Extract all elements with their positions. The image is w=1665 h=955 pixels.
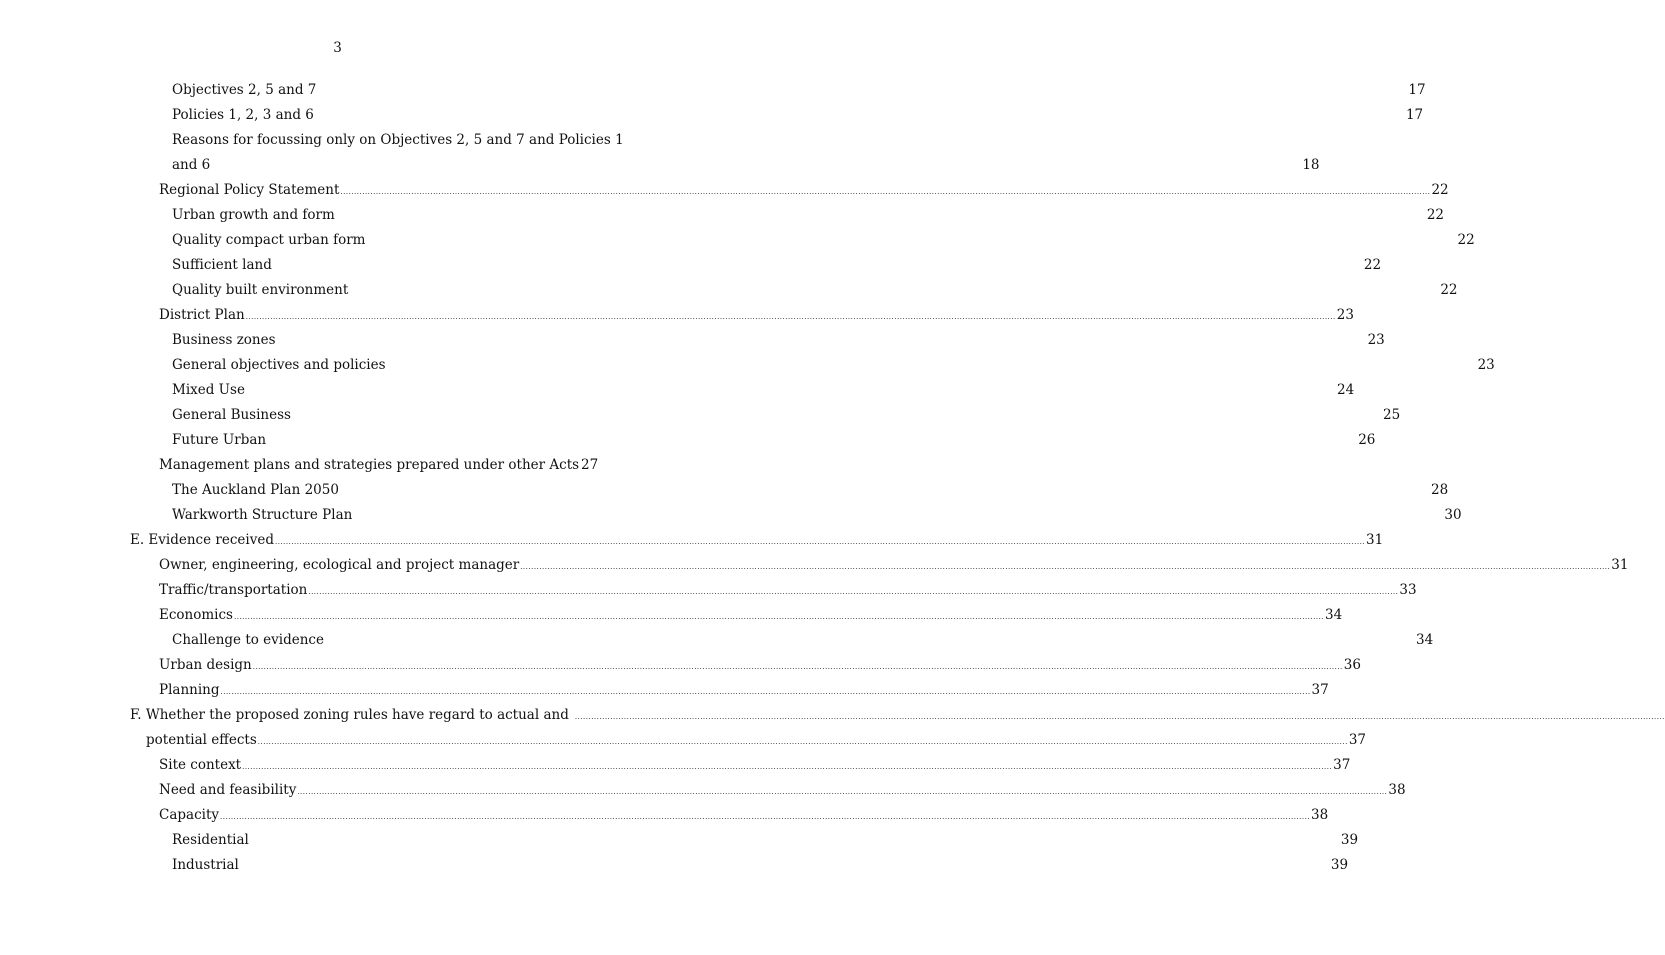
toc-entry-page: 27 xyxy=(581,457,599,473)
toc-entry-label: Regional Policy Statement xyxy=(159,182,340,198)
toc-entry-page: 22 xyxy=(1440,282,1458,298)
toc-entry-page: 23 xyxy=(1477,357,1495,373)
toc-entry-label: General Business xyxy=(172,407,291,423)
toc-entry[interactable] xyxy=(159,653,1361,678)
toc-entry-page: 17 xyxy=(1408,82,1426,98)
dot-leader: ................................................................................................................................................................................................................................................................................................................................................................................................................ xyxy=(245,313,1336,321)
toc-entry-label: Future Urban xyxy=(172,432,267,448)
toc-entry-page: 37 xyxy=(1333,757,1351,773)
toc-entry[interactable] xyxy=(159,603,1343,628)
toc-entry-label: Planning xyxy=(159,682,220,698)
toc-entry[interactable] xyxy=(172,203,1444,228)
toc-entry[interactable] xyxy=(172,328,1385,353)
toc-entry-label: Mixed Use xyxy=(172,382,245,398)
toc-entry-label: Urban design xyxy=(159,657,252,673)
toc-entry-label: Economics xyxy=(159,607,233,623)
toc-entry-label: E. Evidence received xyxy=(130,532,274,548)
toc-entry-page: 23 xyxy=(1336,307,1354,323)
toc-entry-label: Business zones xyxy=(172,332,276,348)
toc-entry-page: 26 xyxy=(1358,432,1376,448)
toc-entry-label: Management plans and strategies prepared under other Acts xyxy=(159,457,580,473)
toc-entry[interactable] xyxy=(159,678,1329,703)
dot-leader: ................................................................................................................................................................................................................................................................................................................................................................................................................ xyxy=(220,813,1311,821)
toc-entry-page: 34 xyxy=(1325,607,1343,623)
toc-entry[interactable] xyxy=(172,828,1359,853)
toc-entry-label: Industrial xyxy=(172,857,239,873)
toc-entry-page: 36 xyxy=(1343,657,1361,673)
toc-entry-label: potential effects xyxy=(146,732,257,748)
toc-entry-page: 17 xyxy=(1405,107,1424,123)
toc-entry[interactable] xyxy=(172,103,1424,128)
toc-entry-page: 24 xyxy=(1337,382,1355,398)
toc-entry[interactable] xyxy=(172,503,1462,528)
toc-entry-label: Traffic/transportation xyxy=(159,582,308,598)
toc-entry-page: 38 xyxy=(1311,807,1329,823)
dot-leader: ................................................................................................................................................................................................................................................................................................................................................................................................................ xyxy=(297,788,1388,796)
toc-entry[interactable] xyxy=(146,728,1366,753)
dot-leader: ................................................................................................................................................................................................................................................................................................................................................................................................................ xyxy=(520,563,1611,571)
toc-entry[interactable] xyxy=(159,803,1329,828)
toc-entry-label: Reasons for focussing only on Objectives 2, 5 and 7 and Policies 1 xyxy=(172,132,624,148)
toc-entry[interactable] xyxy=(159,578,1417,603)
toc-entry[interactable] xyxy=(172,228,1475,253)
toc-entry-label: Warkworth Structure Plan xyxy=(172,507,353,523)
toc-entry[interactable] xyxy=(172,853,1349,878)
toc-entry[interactable] xyxy=(159,753,1351,778)
toc-entry[interactable] xyxy=(130,528,1384,553)
toc-entry[interactable] xyxy=(159,303,1354,328)
toc-entry[interactable] xyxy=(159,453,599,478)
toc-entry-page: 31 xyxy=(1366,532,1384,548)
toc-entry-label: General objectives and policies xyxy=(172,357,386,373)
toc-entry-page: 37 xyxy=(1311,682,1329,698)
toc-entry-label: Need and feasibility xyxy=(159,782,297,798)
toc-entry[interactable] xyxy=(172,353,1495,378)
dot-leader: ................................................................................................................................................................................................................................................................................................................................................................................................................ xyxy=(308,588,1399,596)
toc-entry-page: 28 xyxy=(1431,482,1449,498)
toc-entry-page: 18 xyxy=(1302,157,1320,173)
toc-entry-page: 22 xyxy=(1457,232,1475,248)
toc-entry[interactable] xyxy=(172,428,1376,453)
toc-entry[interactable] xyxy=(159,778,1406,803)
dot-leader: ................................................................................................................................................................................................................................................................................................................................................................................................................ xyxy=(252,663,1343,671)
toc-entry[interactable] xyxy=(172,253,1382,278)
toc-entry-label: Objectives 2, 5 and 7 xyxy=(172,82,317,98)
toc-entry-label: The Auckland Plan 2050 xyxy=(172,482,339,498)
toc-entry-page: 22 xyxy=(1431,182,1449,198)
toc-entry[interactable] xyxy=(130,703,1665,728)
dot-leader: ................................................................................................................................................................................................................................................................................................................................................................................................................ xyxy=(274,538,1366,546)
toc-entry[interactable] xyxy=(172,378,1355,403)
toc-entry-page: 33 xyxy=(1399,582,1417,598)
toc-entry-page: 39 xyxy=(1330,857,1349,873)
dot-leader: ................................................................................................................................................................................................................................................................................................................................................................................................................ xyxy=(340,188,1431,196)
toc-entry[interactable] xyxy=(172,278,1458,303)
toc-entry-label: and 6 xyxy=(172,157,211,173)
toc-entry-page: 38 xyxy=(1388,782,1406,798)
dot-leader: ................................................................................................................................................................................................................................................................................................................................................................................................................ xyxy=(242,763,1333,771)
toc-entry[interactable] xyxy=(172,478,1449,503)
toc-entry-label: Sufficient land xyxy=(172,257,272,273)
toc-entry-page: 37 xyxy=(1348,732,1366,748)
toc-entry-label: District Plan xyxy=(159,307,245,323)
toc-entry-label: Site context xyxy=(159,757,242,773)
toc-entry-label: Quality built environment xyxy=(172,282,349,298)
page-number: 3 xyxy=(333,40,342,56)
dot-leader: ................................................................................................................................................................................................................................................................................................................................................................................................................ xyxy=(233,613,1325,621)
toc-entry-page: 34 xyxy=(1416,632,1434,648)
toc-entry-label: Residential xyxy=(172,832,249,848)
toc-entry-label: Urban growth and form xyxy=(172,207,335,223)
toc-entry-page: 22 xyxy=(1363,257,1382,273)
toc-entry-label: Quality compact urban form xyxy=(172,232,366,248)
toc-entry[interactable] xyxy=(172,628,1434,653)
dot-leader: ................................................................................................................................................................................................................................................................................................................................................................................................................ xyxy=(257,738,1348,746)
toc-entry[interactable] xyxy=(159,553,1629,578)
toc-entry[interactable] xyxy=(172,78,1426,103)
toc-entry[interactable] xyxy=(172,153,1320,178)
toc-entry-page: 23 xyxy=(1367,332,1385,348)
toc-entry[interactable] xyxy=(172,403,1401,428)
dot-leader: ................................................................................................................................................................................................................................................................................................................................................................................................................ xyxy=(220,688,1311,696)
toc-entry-label: Policies 1, 2, 3 and 6 xyxy=(172,107,314,123)
toc-entry-page: 30 xyxy=(1444,507,1462,523)
toc-entry-page: 25 xyxy=(1383,407,1401,423)
toc-entry-label: F. Whether the proposed zoning rules have regard to actual and xyxy=(130,707,569,723)
dot-leader: ................................................................................................................................................................................................................................................................................................................................................................................................................ xyxy=(574,713,1665,721)
toc-entry-label: Challenge to evidence xyxy=(172,632,324,648)
toc-entry[interactable] xyxy=(159,178,1449,203)
toc-entry-page: 31 xyxy=(1611,557,1629,573)
toc-entry-label: Owner, engineering, ecological and project manager xyxy=(159,557,520,573)
toc-entry-page: 22 xyxy=(1426,207,1444,223)
toc-entry-page: 39 xyxy=(1340,832,1359,848)
toc-entry[interactable] xyxy=(172,128,624,153)
toc-entry-label: Capacity xyxy=(159,807,219,823)
